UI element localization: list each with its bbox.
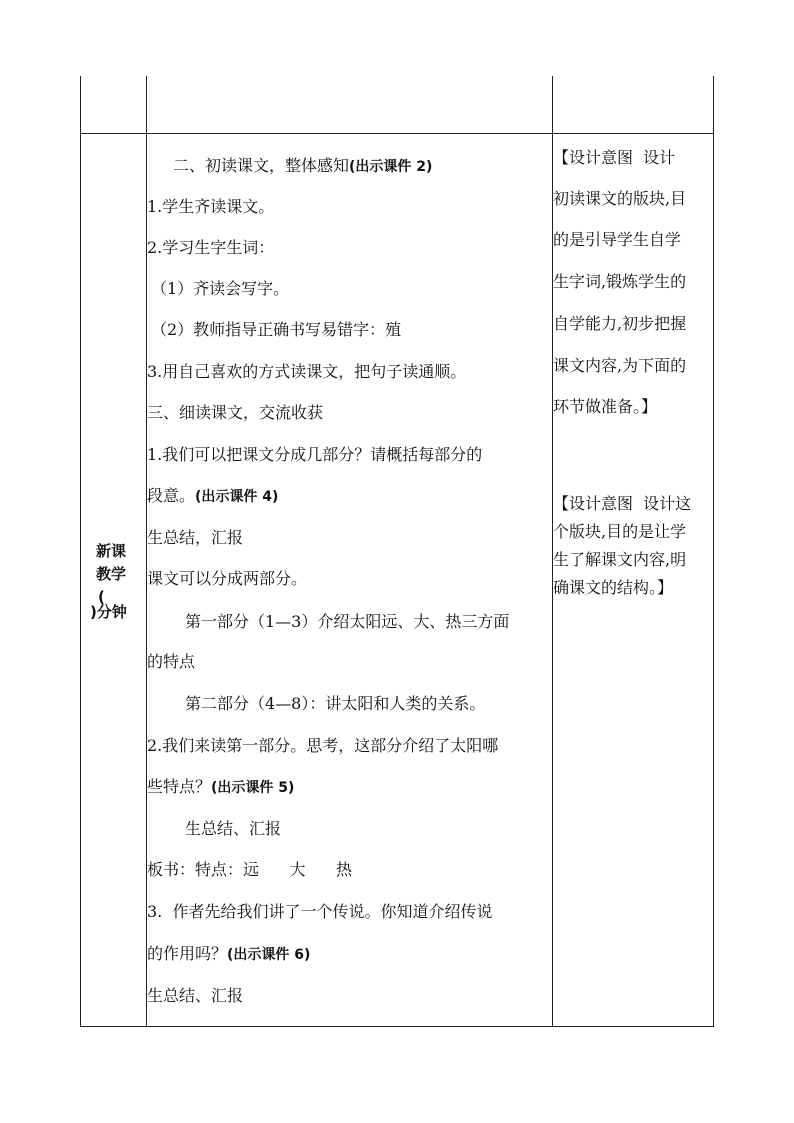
- row-separator: [80, 133, 714, 134]
- content-line: 些特点？(出示课件 5): [147, 777, 295, 796]
- content-line: 1.我们可以把课文分成几部分？请概括每部分的: [147, 445, 483, 464]
- table-border-bottom: [80, 1026, 714, 1027]
- content-line: 生总结、汇报: [185, 819, 282, 838]
- design-note-line: 【设计意图 设计这: [553, 494, 692, 513]
- content-line: 1.学生齐读课文。: [147, 197, 275, 216]
- content-line: 第二部分（4—8）：讲太阳和人类的关系。: [185, 694, 486, 713]
- design-note-line: 环节做准备。】: [553, 397, 658, 416]
- section-label-line: 教学: [96, 565, 127, 583]
- table-border-left: [80, 76, 81, 1027]
- content-line: 的特点: [147, 652, 196, 671]
- design-note-line: 个版块,目的是让学: [553, 522, 687, 541]
- table-border-right: [713, 76, 714, 1027]
- design-note-line: 的是引导学生自学: [553, 230, 682, 249]
- design-note-line: 生了解课文内容,明: [553, 550, 687, 569]
- content-line: 三、细读课文，交流收获: [147, 403, 324, 422]
- content-line: 生总结，汇报: [147, 528, 244, 547]
- section-label-line: )分钟: [90, 603, 127, 621]
- content-line: 二、初读课文，整体感知(出示课件 2): [173, 156, 433, 175]
- content-line: 第一部分（1—3）介绍太阳远、大、热三方面: [185, 612, 510, 631]
- design-note-line: 确课文的结构。】: [553, 578, 674, 597]
- content-line: 2.学习生字生词：: [147, 238, 275, 257]
- design-note-line: 自学能力,初步把握: [553, 314, 687, 333]
- section-label-line: (: [98, 588, 105, 606]
- content-line: 课文可以分成两部分。: [147, 569, 308, 588]
- content-line: 3.用自己喜欢的方式读课文，把句子读通顺。: [147, 362, 467, 381]
- content-line: 生总结、汇报: [147, 986, 244, 1005]
- content-line: 2.我们来读第一部分。思考，这部分介绍了太阳哪: [147, 736, 499, 755]
- board-writing-line: 板书：特点：远 大 热: [147, 860, 353, 879]
- content-line: 段意。(出示课件 4): [147, 486, 279, 505]
- content-line: （2）教师指导正确书写易错字：殖: [151, 320, 402, 339]
- content-line: 3. 作者先给我们讲了一个传说。你知道介绍传说: [147, 902, 493, 921]
- design-note-line: 生字词,锻炼学生的: [553, 272, 687, 291]
- section-label-line: 新课: [96, 542, 127, 560]
- design-note-line: 初读课文的版块,目: [553, 189, 687, 208]
- design-note-line: 课文内容,为下面的: [553, 356, 687, 375]
- design-note-line: 【设计意图 设计: [553, 148, 676, 167]
- table-divider-1: [146, 76, 147, 1027]
- content-line: 的作用吗？(出示课件 6): [147, 944, 311, 963]
- content-line: （1）齐读会写字。: [151, 279, 290, 298]
